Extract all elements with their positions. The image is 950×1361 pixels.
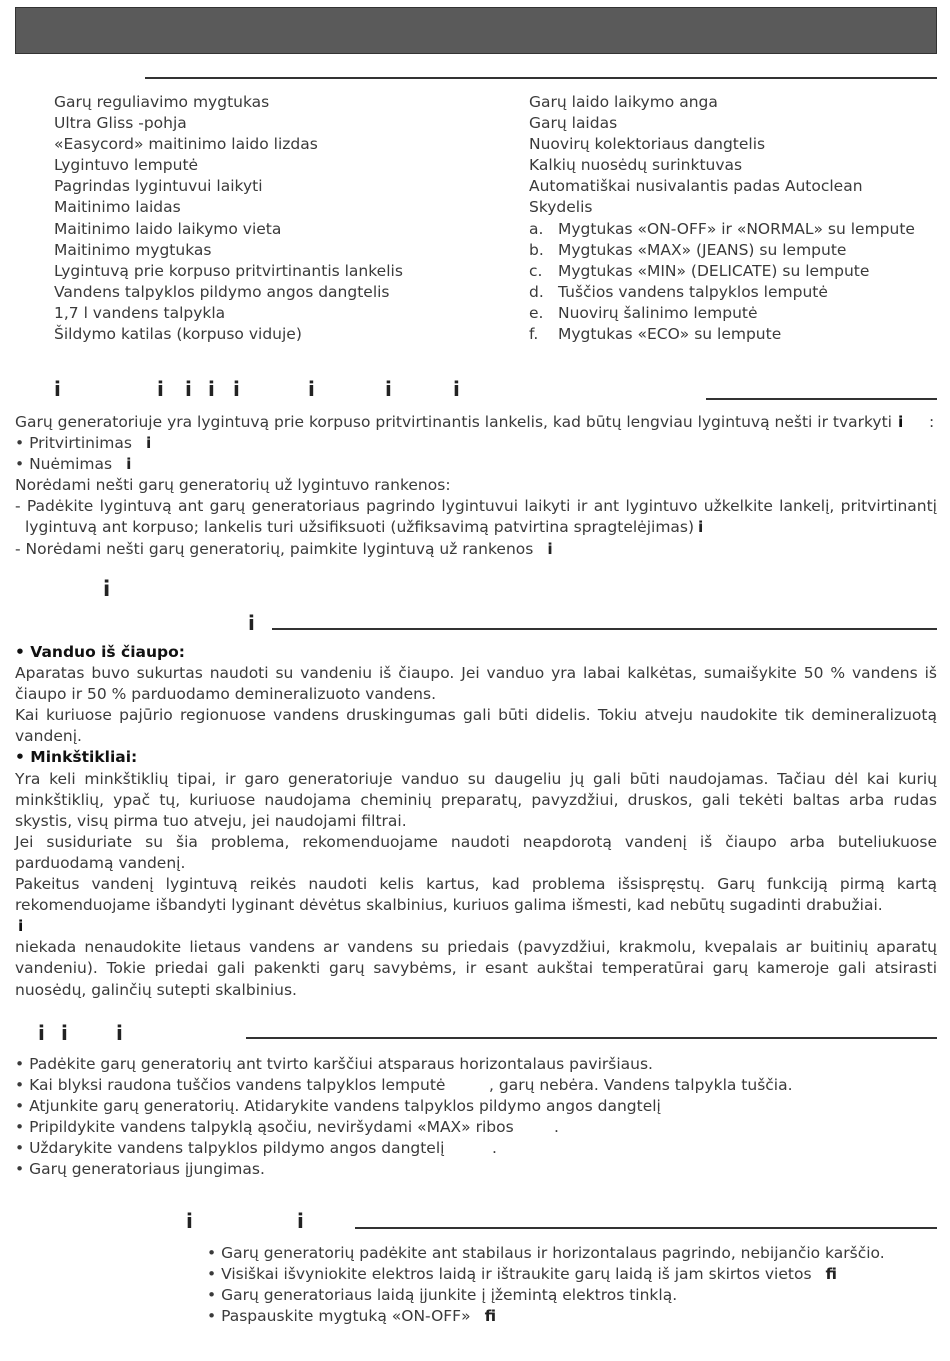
heading-glyph: i (233, 377, 240, 401)
list-item: Ultra Gliss -pohja (54, 114, 187, 133)
lock-carry: Norėdami nešti garų generatorių už lygintuvo rankenos: (15, 476, 451, 495)
figure-ref: i (898, 413, 904, 431)
figure-ref: fi (825, 1265, 838, 1284)
start-section (207, 1243, 907, 1327)
softeners-heading: • Minkštikliai: (15, 748, 138, 767)
list-item: Lygintuvo lemputė (54, 156, 199, 175)
fill-step-2a: • Kai blyksi raudona tuščios vandens talpyklos lemputė (15, 1076, 446, 1095)
list-item: Maitinimo mygtukas (54, 240, 212, 259)
figure-ref: i (145, 434, 152, 453)
heading-glyph: i (453, 377, 460, 401)
list-item (529, 261, 915, 282)
heading-glyph: i (185, 377, 192, 401)
list-item: 1,7 l vandens talpykla (54, 303, 226, 322)
softeners-text-1: Yra keli minkštiklių tipai, ir garo generatoriuje vanduo su daugeliu jų gali būti naudojamas. Tačiau dėl kai kurių minkštiklių, ypač tų, kuriuose naudojama cheminių preparatų, pavyzdžiui, druskos, gali tekėti baltas arba rudas skystis, visų pirma tuo atveju, jei naudojami filtrai. (15, 769, 937, 830)
item-text: Tuščios vandens talpyklos lemputė (558, 282, 828, 301)
tap-water-text-1: Aparatas buvo sukurtas naudoti su vandeniu iš čiaupo. Jei vanduo yra labai kalkėtas, sumaišykite 50 % vandens iš čiaupo ir 50 % parduodamo demineralizuoto vandens. (15, 664, 937, 704)
item-letter: d. (529, 282, 544, 301)
period: . (492, 1139, 497, 1158)
list-item: «Easycord» maitinimo laido lizdas (54, 135, 318, 154)
item-letter: c. (529, 261, 543, 280)
list-item (529, 240, 915, 261)
section-rule (246, 1037, 937, 1039)
lock-step-1: - Padėkite lygintuvą ant garų generatoriaus pagrindo lygintuvui laikyti ir ant lygintuvo užkelkite lankelį, pritvirtinantį lygintuvą ant korpuso; lankelis turi užsifiksuoti (užfiksavimą patvirtina spragtelėjimas) (15, 497, 937, 537)
figure-ref: i (126, 455, 132, 474)
list-item (529, 219, 915, 240)
heading-glyph: i (297, 1209, 304, 1233)
list-item: Garų reguliavimo mygtukas (54, 93, 270, 111)
colon: : (929, 413, 935, 431)
start-step-1: • Garų generatorių padėkite ant stabilaus ir horizontalaus pagrindo, nebijančio karščio. (207, 1244, 885, 1262)
item-text: Mygtukas «ECO» su lempute (558, 325, 782, 344)
fill-step-3: • Atjunkite garų generatorių. Atidarykite vandens talpyklos pildymo angos dangtelį (15, 1097, 661, 1116)
heading-glyph: i (248, 611, 255, 635)
figure-ref: i (547, 539, 553, 558)
lock-intro: Garų generatoriuje yra lygintuvą prie korpuso pritvirtinantis lankelis, kad būtų lengviau lygintuvą nešti ir tvarkyti (15, 413, 892, 431)
warning-text: niekada nenaudokite lietaus vandens ar vandens su priedais (pavyzdžiui, krakmolu, kvepalais ar buitinių aparatų vandeniu). Tokie priedai gali pakenkti garų savybėms, ir esant aukštai temperatūrai garų kameroje gali atsirasti nuosėdų, galinčių sutepti skalbinius. (15, 938, 937, 999)
list-item (529, 303, 915, 324)
parts-list-right (529, 92, 915, 345)
softeners-text-3: Pakeitus vandenį lygintuvą reikės naudoti kelis kartus, kad problema išsispręstų. Garų funkciją pirmą kartą rekomenduojame išbandyti lyginant dėvėtus skalbinius, kuriuos galima išmesti, kad nebūtų sugadinti drabužiai. (15, 875, 937, 915)
section-rule (355, 1227, 937, 1229)
tap-water-heading: • Vanduo iš čiaupo: (15, 643, 185, 661)
heading-glyph: i (186, 1209, 193, 1233)
lock-section: Garų generatoriuje yra lygintuvą prie korpuso pritvirtinantis lankelis, kad būtų lengviau lygintuvą nešti ir tvarkyti i : • Pritvirtinimas i • Nuėmimas i Norėdami nešti garų generatorių už lygintuvo rankenos: - Padėkite lygintuvą ant garų generatoriaus pagrindo lygintuvui laikyti ir ant lygintuvo užkelkite lankelį, pritvirtinantį lygintuvą ant korpuso; lankelis turi užsifiksuoti (užfiksavimą patvirtina spragtelėjimas) i - Norėdami nešti garų generatorių, paimkite lygintuvą už rankenos i (15, 412, 937, 560)
heading-glyph: i (103, 577, 111, 601)
list-item: Kalkių nuosėdų surinktuvas (529, 156, 743, 175)
fill-step-6: • Garų generatoriaus įjungimas. (15, 1160, 265, 1179)
start-step-2: • Visiškai išvyniokite elektros laidą ir ištraukite garų laidą iš jam skirtos vietos (207, 1265, 812, 1284)
header-bar (15, 7, 937, 54)
heading-glyph: i (116, 1021, 123, 1045)
list-item: Skydelis (529, 198, 593, 217)
list-item: Garų laido laikymo anga (529, 93, 718, 111)
list-item: Automatiškai nusivalantis padas Autoclean (529, 177, 863, 196)
list-item (529, 324, 915, 345)
lock-bullet-release: • Nuėmimas (15, 455, 113, 474)
item-text: Mygtukas «MIN» (DELICATE) su lempute (558, 261, 870, 280)
lock-step-2: - Norėdami nešti garų generatorių, paimkite lygintuvą už rankenos (15, 539, 534, 558)
fill-step-1: • Padėkite garų generatorių ant tvirto karščiui atsparaus horizontalaus paviršiaus. (15, 1055, 653, 1073)
start-step-4: • Paspauskite mygtuką «ON-OFF» (207, 1307, 471, 1326)
list-item: Šildymo katilas (korpuso viduje) (54, 325, 302, 344)
item-letter: f. (529, 325, 539, 344)
section-rule (145, 77, 937, 79)
heading-glyph: i (208, 377, 215, 401)
list-item: Pagrindas lygintuvui laikyti (54, 177, 263, 196)
item-text: Nuovirų šalinimo lemputė (558, 303, 758, 322)
item-letter: a. (529, 219, 544, 238)
list-item: Maitinimo laidas (54, 198, 181, 217)
item-letter: e. (529, 303, 544, 322)
heading-glyph: i (61, 1021, 68, 1045)
softeners-text-2: Jei susiduriate su šia problema, rekomenduojame naudoti neapdorotą vandenį iš čiaupo arba buteliukuose parduodamą vandenį. (15, 832, 937, 872)
heading-glyph: i (157, 377, 164, 401)
warning-glyph: i (18, 917, 24, 936)
item-text: Mygtukas «ON-OFF» ir «NORMAL» su lempute (558, 219, 915, 238)
fill-step-2b: , garų nebėra. Vandens talpykla tuščia. (489, 1076, 793, 1095)
item-letter: b. (529, 240, 544, 259)
heading-glyph: i (385, 377, 392, 401)
list-item: Nuovirų kolektoriaus dangtelis (529, 135, 766, 154)
heading-glyph: i (308, 377, 315, 401)
water-section (15, 642, 937, 1001)
heading-glyph: i (38, 1021, 45, 1045)
fill-step-4: • Pripildykite vandens talpyklą ąsočiu, neviršydami «MAX» ribos (15, 1118, 514, 1137)
item-text: Mygtukas «MAX» (JEANS) su lempute (558, 240, 847, 259)
fill-step-5: • Uždarykite vandens talpyklos pildymo angos dangtelį (15, 1139, 445, 1158)
figure-ref: fi (484, 1307, 497, 1326)
section-rule (706, 398, 937, 400)
period: . (554, 1118, 559, 1137)
fill-section (15, 1054, 937, 1181)
heading-glyph: i (54, 377, 61, 401)
list-item: Garų laidas (529, 114, 618, 133)
parts-list-left (54, 92, 403, 345)
list-item (529, 282, 915, 303)
tap-water-text-2: Kai kuriuose pajūrio regionuose vandens druskingumas gali būti didelis. Tokiu atveju naudokite tik demineralizuotą vandenį. (15, 706, 937, 746)
list-item: Lygintuvą prie korpuso pritvirtinantis lankelis (54, 261, 403, 280)
list-item: Vandens talpyklos pildymo angos dangtelis (54, 282, 390, 301)
lock-bullet-fasten: • Pritvirtinimas (15, 434, 132, 453)
start-step-3: • Garų generatoriaus laidą įjunkite į įžemintą elektros tinklą. (207, 1286, 678, 1305)
section-rule (272, 628, 937, 630)
list-item: Maitinimo laido laikymo vieta (54, 219, 282, 238)
